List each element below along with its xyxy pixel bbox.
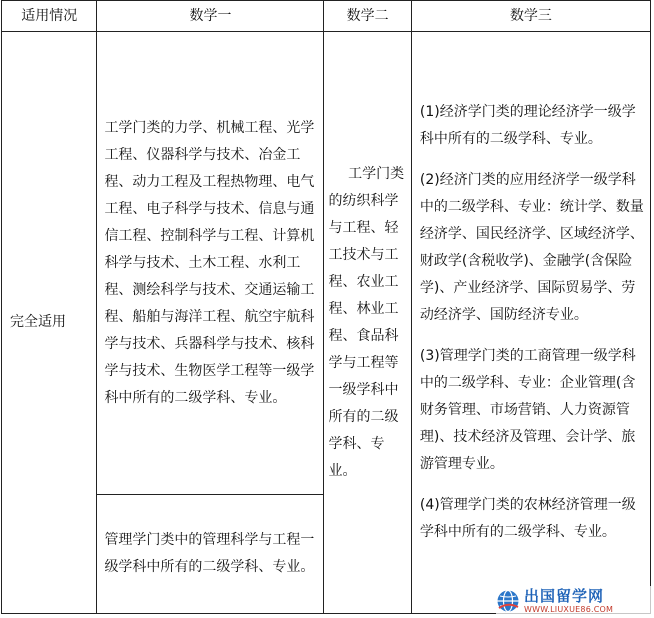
math3-cell: [411, 32, 650, 614]
header-math3: 数学三: [411, 1, 650, 32]
table-row: [2, 32, 651, 495]
header-situation: 适用情况: [2, 1, 97, 32]
math1-management-text: 管理学门类中的管理科学与工程一级学科中所有的二级学科、专业。: [104, 532, 315, 575]
situation-cell: [2, 32, 97, 614]
math3-item-2: (2)经济门类的应用经济学一级学科中的二级学科、专业：统计学、数量经济学、国民经济学、区域经济学、财政学(含税收学)、金融学(含保险学)、产业经济学、国际贸易学、劳动经济学、国防经济专业。: [419, 172, 644, 323]
math2-text: 工学门类的纺织科学与工程、轻工技术与工程、农业工程、林业工程、食品科学与工程等一级学科中所有的二级学科、专业。: [328, 165, 405, 479]
math3-item-3: (3)管理学门类的工商管理一级学科中的二级学科、专业：企业管理(含财务管理、市场营销、人力资源管理)、技术经济及管理、会计学、旅游管理专业。: [419, 348, 636, 472]
math3-item-1: (1)经济学门类的理论经济学一级学科中所有的二级学科、专业。: [419, 104, 636, 147]
header-math1: 数学一: [97, 1, 324, 32]
site-watermark: [496, 586, 652, 616]
header-row: [2, 1, 651, 32]
math1-management-cell: [97, 495, 324, 614]
math3-list: [412, 99, 650, 546]
watermark-url: WWW.LIUXUE86.COM: [524, 604, 614, 614]
header-math2: 数学二: [324, 1, 411, 32]
subject-coverage-table: [1, 0, 651, 614]
watermark-title: 出国留学网: [524, 586, 605, 605]
globe-icon: [496, 589, 520, 613]
math2-cell: [324, 32, 411, 614]
math1-engineering-text: 工学门类的力学、机械工程、光学工程、仪器科学与技术、冶金工程、动力工程及工程热物理、电气工程、电子科学与技术、信息与通信工程、控制科学与工程、计算机科学与技术、土木工程、水利工程、测绘科学与技术、交通运输工程、船舶与海洋工程、航空宇航科学与技术、兵器科学与技术、核科学与技术、生物医学工程等一级学科中所有的二级学科、专业。: [104, 119, 315, 406]
situation-text: 完全适用: [10, 314, 66, 330]
watermark-text: [524, 586, 614, 614]
math1-engineering-cell: [97, 32, 324, 495]
math3-item-4: (4)管理学门类的农林经济管理一级学科中所有的二级学科、专业。: [419, 497, 636, 540]
